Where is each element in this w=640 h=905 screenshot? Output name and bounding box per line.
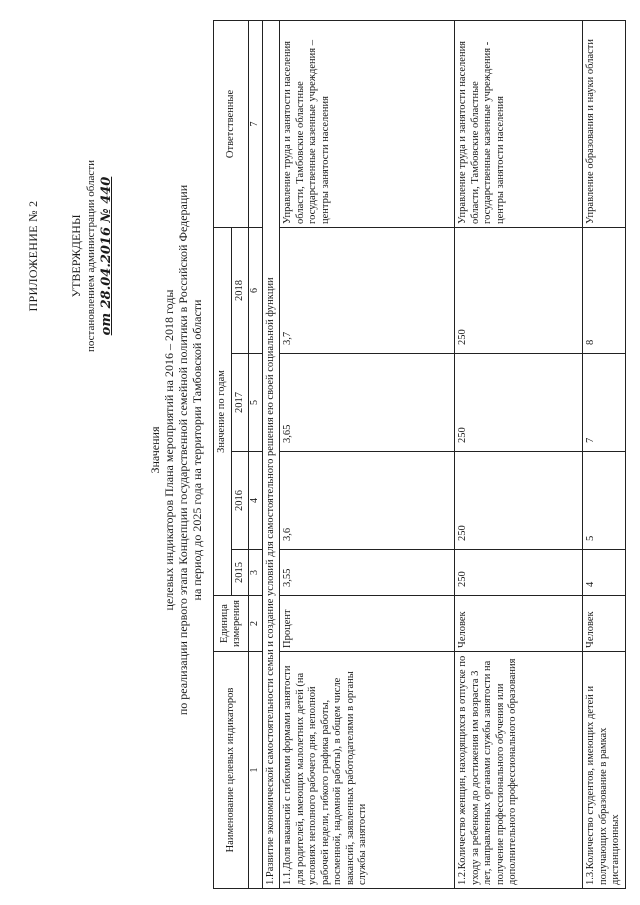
column-index-row	[249, 20, 263, 888]
approved-by-text: постановлением администрации области	[85, 159, 97, 353]
section-title: 1.Развитие экономической самостоятельности семьи и создание условий для самостоятельного решения ею своей социальной функции	[262, 20, 280, 888]
value-2017: 3,65	[280, 354, 455, 452]
section-row	[262, 20, 280, 888]
value-2016: 5	[583, 452, 626, 550]
document-title	[148, 95, 204, 805]
header-responsible: Ответственные	[214, 20, 249, 227]
title-line-1: Значения	[148, 426, 162, 474]
value-2015: 3,55	[280, 550, 455, 596]
value-2016: 3,6	[280, 452, 455, 550]
indicator-name: 1.3.Количество студентов, имеющих детей и получающих образование в рамках дистанционных	[583, 652, 626, 889]
indicators-table	[213, 20, 626, 889]
header-name: Наименование целевых индикаторов	[214, 652, 249, 889]
value-2018: 3,7	[280, 227, 455, 353]
column-index: 7	[249, 20, 263, 227]
column-index: 3	[249, 550, 263, 596]
header-year-2018: 2018	[231, 227, 249, 353]
header-year-2015: 2015	[231, 550, 249, 596]
column-index: 2	[249, 596, 263, 652]
title-line-2: целевых индикаторов Плана мероприятий на 2016 – 2018 годы	[162, 289, 176, 611]
value-2015: 4	[583, 550, 626, 596]
responsible-party: Управление образования и науки области	[583, 20, 626, 227]
responsible-party: Управление труда и занятости населения области, Тамбовские областные государственные казенные учреждения - центры занятости населения	[455, 20, 583, 227]
value-2017: 7	[583, 354, 626, 452]
indicator-unit: Человек	[455, 596, 583, 652]
value-2017: 250	[455, 354, 583, 452]
indicator-name: 1.1.Доля вакансий с гибкими формами занятости для родителей, имеющих малолетних детей (на условиях неполного рабочего дня, неполной рабочей недели, гибкого графика работы, посменной, надомной работы), в общем числе вакансий, заявленных работодателями в органы службы занятости	[280, 652, 455, 889]
header-year-2016: 2016	[231, 452, 249, 550]
responsible-party: Управление труда и занятости населения области, Тамбовские областные государственные казенные учреждения – центры занятости населения	[280, 20, 455, 227]
indicator-unit: Человек	[583, 596, 626, 652]
value-2016: 250	[455, 452, 583, 550]
column-index: 4	[249, 452, 263, 550]
approved-label: УТВЕРЖДЕНЫ	[69, 214, 83, 298]
approval-stamp	[26, 56, 114, 456]
header-year-2017: 2017	[231, 354, 249, 452]
column-index: 6	[249, 227, 263, 353]
table-row	[280, 20, 455, 888]
value-2015: 250	[455, 550, 583, 596]
column-index: 1	[249, 652, 263, 889]
table-row	[455, 20, 583, 888]
value-2018: 250	[455, 227, 583, 353]
indicator-name: 1.2.Количество женщин, находящихся в отпуске по уходу за ребенком до достижения им возраста 3 лет, направленных органами службы занятости на получение профессионального обучения или дополнительного профессионального образования	[455, 652, 583, 889]
column-index: 5	[249, 354, 263, 452]
handwritten-date-number: от 28.04.2016 № 440	[99, 176, 114, 336]
value-2018: 8	[583, 227, 626, 353]
title-line-4: на период до 2025 года на территории Тамбовской области	[190, 299, 204, 601]
header-unit: Единица измерения	[214, 596, 249, 652]
indicator-unit: Процент	[280, 596, 455, 652]
header-values: Значение по годам	[214, 227, 232, 595]
title-line-3: по реализации первого этапа Концепции государственной семейной политики в Российской Федерации	[176, 184, 190, 716]
table-row	[583, 20, 626, 888]
appendix-label: ПРИЛОЖЕНИЕ № 2	[26, 200, 40, 312]
